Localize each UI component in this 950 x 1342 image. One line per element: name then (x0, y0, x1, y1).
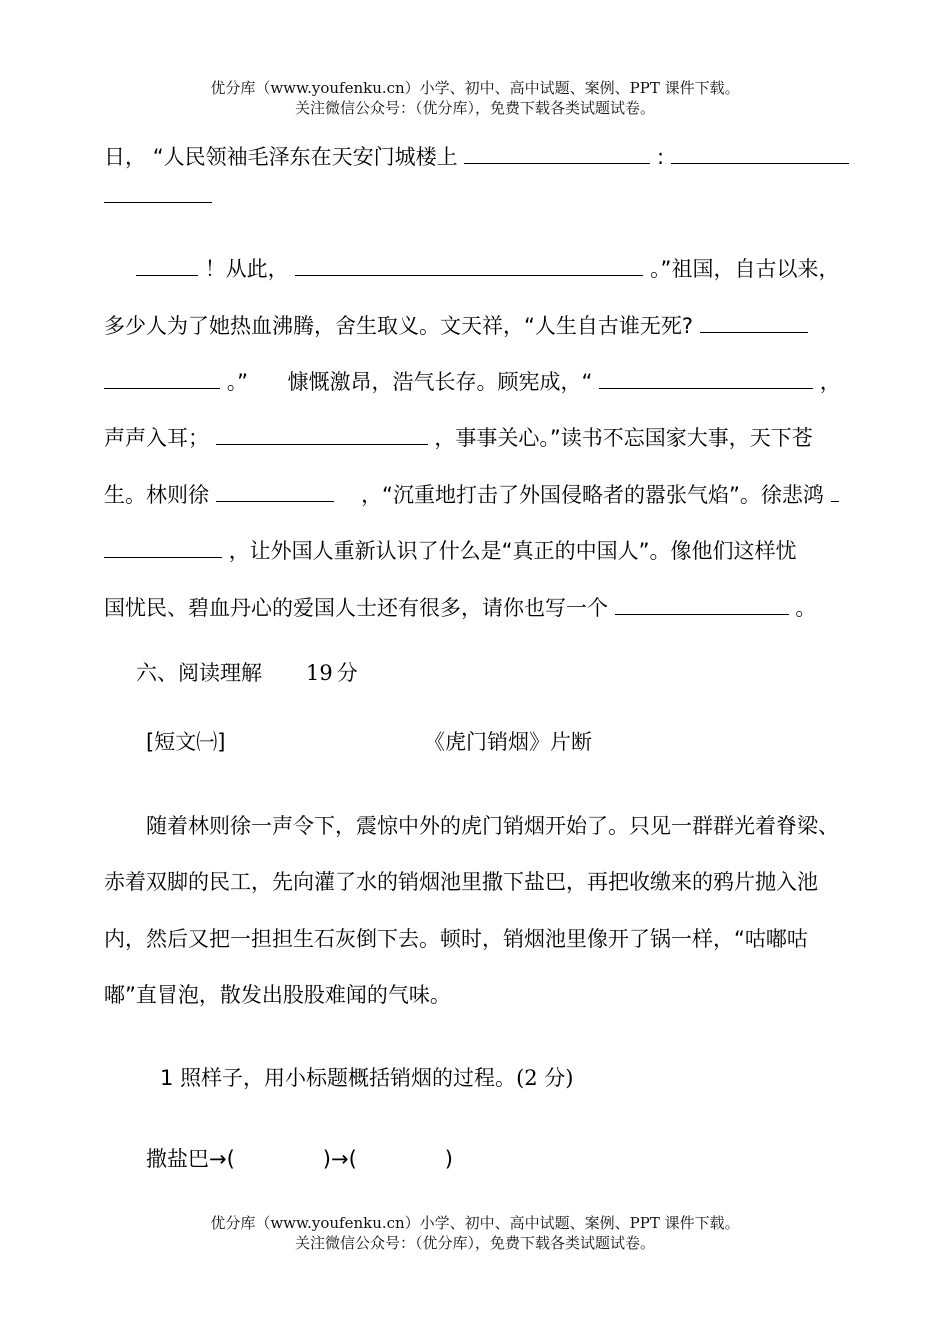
section-score-number: 19 (306, 661, 333, 685)
fill-line-7 (104, 479, 839, 509)
answer-blank[interactable] (831, 479, 839, 502)
answer-blank[interactable] (700, 310, 808, 333)
passage-line-1: 随着林则徐一声令下，震惊中外的虎门销烟开始了。只见一群群光着脊梁、 (146, 814, 839, 838)
text: ， (819, 370, 841, 394)
text: 。”祖国，自古以来， (650, 257, 840, 281)
passage-title: 《虎门销烟》片断 (424, 730, 592, 754)
passage-line-3: 内，然后又把一担担生石灰倒下去。顿时，销烟池里像开了锅一样，“咕嘟咕 (104, 927, 808, 951)
answer-blank[interactable] (104, 366, 220, 389)
question-1-answer-row (146, 1145, 453, 1173)
section-title-text: 六、阅读理解 (136, 661, 262, 685)
question-number: 1 (160, 1066, 174, 1090)
footer-line-1: 优分库（www.youfenku.cn）小学、初中、高中试题、案例、PPT 课件下载。 (210, 1214, 740, 1232)
fill-line-4 (104, 310, 808, 340)
text: 多少人为了她热血沸腾，舍生取义。文天祥，“人生自古谁无死? (104, 314, 694, 338)
fill-line-9 (104, 592, 816, 622)
passage-label: [短文㈠] (146, 730, 226, 754)
close-paren: ) (444, 1147, 453, 1171)
text: 慷慨激昂，浩气长存。顾宪成，“ (287, 370, 593, 394)
answer-blank[interactable] (615, 592, 789, 615)
header-line-1: 优分库（www.youfenku.cn）小学、初中、高中试题、案例、PPT 课件下载。 (210, 79, 740, 97)
answer-blank[interactable] (599, 366, 813, 389)
passage-line-2: 赤着双脚的民工，先向灌了水的销烟池里撒下盐巴，再把收缴来的鸦片抛入池 (104, 870, 818, 894)
text: “人民领袖毛泽东在天安门城楼上 (152, 145, 458, 169)
answer-blank[interactable] (464, 141, 650, 164)
text: 。 (795, 596, 817, 620)
answer-blank[interactable] (136, 253, 198, 276)
question-1 (160, 1064, 573, 1092)
fill-line-1 (104, 141, 849, 171)
answer-blank[interactable] (104, 535, 222, 558)
passage-line-4: 嘟”直冒泡，散发出股股难闻的气味。 (104, 983, 451, 1007)
answer-blank[interactable] (295, 253, 643, 276)
text: 日， (104, 145, 146, 169)
fill-line-6 (104, 422, 813, 452)
text: 声声入耳； (104, 426, 209, 450)
question-text: 照样子，用小标题概括销烟的过程。 (180, 1066, 517, 1090)
text: ，“沉重地打击了外国侵略者的嚣张气焰”。徐悲鸿 (361, 483, 824, 507)
fill-line-3 (136, 253, 839, 283)
section-six-title (136, 659, 358, 687)
text: : (656, 145, 665, 169)
question-score: (2 分) (516, 1066, 574, 1090)
answer-blank[interactable] (104, 180, 212, 203)
text: 国忧民、碧血丹心的爱国人士还有很多，请你也写一个 (104, 596, 608, 620)
answer-blank[interactable] (216, 422, 428, 445)
fill-line-8 (104, 535, 796, 565)
answer-blank[interactable] (216, 479, 334, 502)
fill-line-2 (104, 180, 212, 210)
section-score-unit: 分 (336, 661, 358, 685)
footer-line-2: 关注微信公众号：（优分库），免费下载各类试题试卷。 (294, 1234, 655, 1252)
text: ，让外国人重新认识了什么是“真正的中国人”。像他们这样忧 (228, 539, 797, 563)
arrow-open: →( (331, 1147, 357, 1171)
close-paren: ) (322, 1147, 331, 1171)
text: 。” (226, 370, 249, 394)
example-step: 撒盐巴→( (146, 1147, 235, 1171)
header-line-2: 关注微信公众号：（优分库），免费下载各类试题试卷。 (294, 99, 655, 117)
text: ，事事关心。”读书不忘国家大事，天下苍 (434, 426, 813, 450)
fill-line-5 (104, 366, 841, 396)
text: 生。林则徐 (104, 483, 209, 507)
answer-blank[interactable] (671, 141, 849, 164)
text: ！从此， (204, 257, 289, 281)
